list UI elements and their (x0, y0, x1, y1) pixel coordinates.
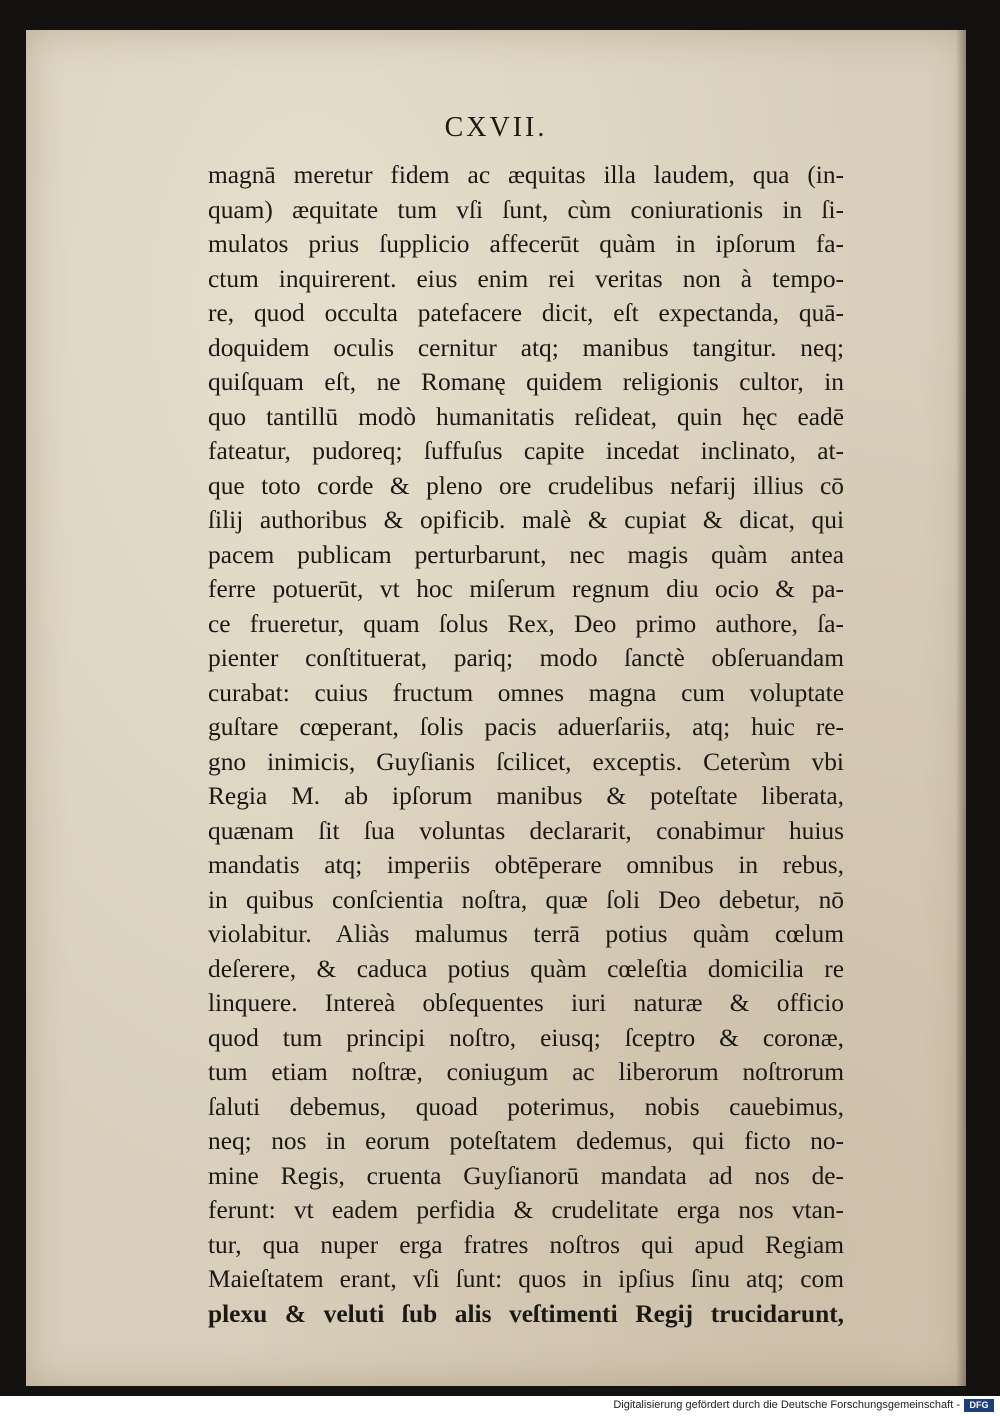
text-line: quam) æquitate tum vſi ſunt, cùm coniurationis in ſi- (208, 195, 844, 224)
text-line: tur, qua nuper erga fratres noſtros qui apud Regiam (208, 1230, 844, 1259)
text-line: plexu & veluti ſub alis veſtimenti Regij trucidarunt, (208, 1299, 844, 1328)
text-line: re, quod occulta patefacere dicit, eſt expectanda, quā- (208, 299, 844, 327)
text-line: quiſquam eſt, ne Romanę quidem religionis cultor, in (208, 368, 844, 396)
text-line: Regia M. ab ipſorum manibus & poteſtate liberata, (208, 782, 844, 810)
body-text (208, 158, 844, 1331)
folio-number: CXVII. (444, 112, 548, 143)
text-line: ſilij authoribus & opificib. malè & cupiat & dicat, qui (208, 506, 844, 534)
text-line: deſerere, & caduca potius quàm cœleſtia domicilia re (208, 954, 844, 983)
text-line: doquidem oculis cernitur atq; manibus tangitur. neq; (208, 333, 844, 362)
text-line: mulatos prius ſupplicio affecerūt quàm in ipſorum fa- (208, 230, 844, 258)
text-line: quod tum principi noſtro, eiusq; ſceptro & coronæ, (208, 1023, 844, 1052)
footer-credit: Digitalisierung gefördert durch die Deutsche Forschungsgemeinschaft - (613, 1399, 960, 1411)
page-gutter-shadow (956, 30, 966, 1386)
book-page (26, 30, 966, 1386)
dfg-logo-icon: DFG (964, 1399, 994, 1412)
text-line: ctum inquirerent. eius enim rei veritas non à tempo- (208, 264, 844, 293)
text-line: ce frueretur, quam ſolus Rex, Deo primo authore, ſa- (208, 609, 844, 638)
text-line: ſaluti debemus, quoad poterimus, nobis cauebimus, (208, 1092, 844, 1121)
text-line: mandatis atq; imperiis obtēperare omnibus in rebus, (208, 851, 844, 879)
text-line: quo tantillū modò humanitatis reſideat, quin hęc eadē (208, 402, 844, 431)
text-line: pacem publicam perturbarunt, nec magis quàm antea (208, 540, 844, 569)
text-line: curabat: cuius fructum omnes magna cum voluptate (208, 678, 844, 707)
text-line: mine Regis, cruenta Guyſianorū mandata ad nos de- (208, 1161, 844, 1190)
text-line: violabitur. Aliàs malumus terrā potius quàm cœlum (208, 920, 844, 948)
text-line: neq; nos in eorum poteſtatem dedemus, qui ficto no- (208, 1127, 844, 1155)
text-line: pienter conſtituerat, pariq; modo ſanctè obſeruandam (208, 644, 844, 672)
text-line: ferunt: vt eadem perfidia & crudelitate erga nos vtan- (208, 1196, 844, 1224)
text-line: tum etiam noſtræ, coniugum ac liberorum noſtrorum (208, 1058, 844, 1086)
text-line: Maieſtatem erant, vſi ſunt: quos in ipſius ſinu atq; com (208, 1265, 844, 1293)
text-line: magnā meretur fidem ac æquitas illa laudem, qua (in- (208, 161, 844, 189)
footer-bar (0, 1396, 1000, 1416)
text-line: guſtare cœperant, ſolis pacis aduerſariis, atq; huic re- (208, 713, 844, 741)
text-line: linquere. Intereà obſequentes iuri naturæ & officio (208, 989, 844, 1017)
text-line: fateatur, pudoreq; ſuffuſus capite incedat inclinato, at- (208, 437, 844, 465)
text-line: in quibus conſcientia noſtra, quæ ſoli Deo debetur, nō (208, 885, 844, 914)
text-line: ferre potuerūt, vt hoc miſerum regnum diu ocio & pa- (208, 575, 844, 603)
text-line: que toto corde & pleno ore crudelibus nefarij illius cō (208, 471, 844, 500)
text-line: quænam ſit ſua voluntas declararit, conabimur huius (208, 816, 844, 845)
text-line: gno inimicis, Guyſianis ſcilicet, exceptis. Ceterùm vbi (208, 747, 844, 776)
